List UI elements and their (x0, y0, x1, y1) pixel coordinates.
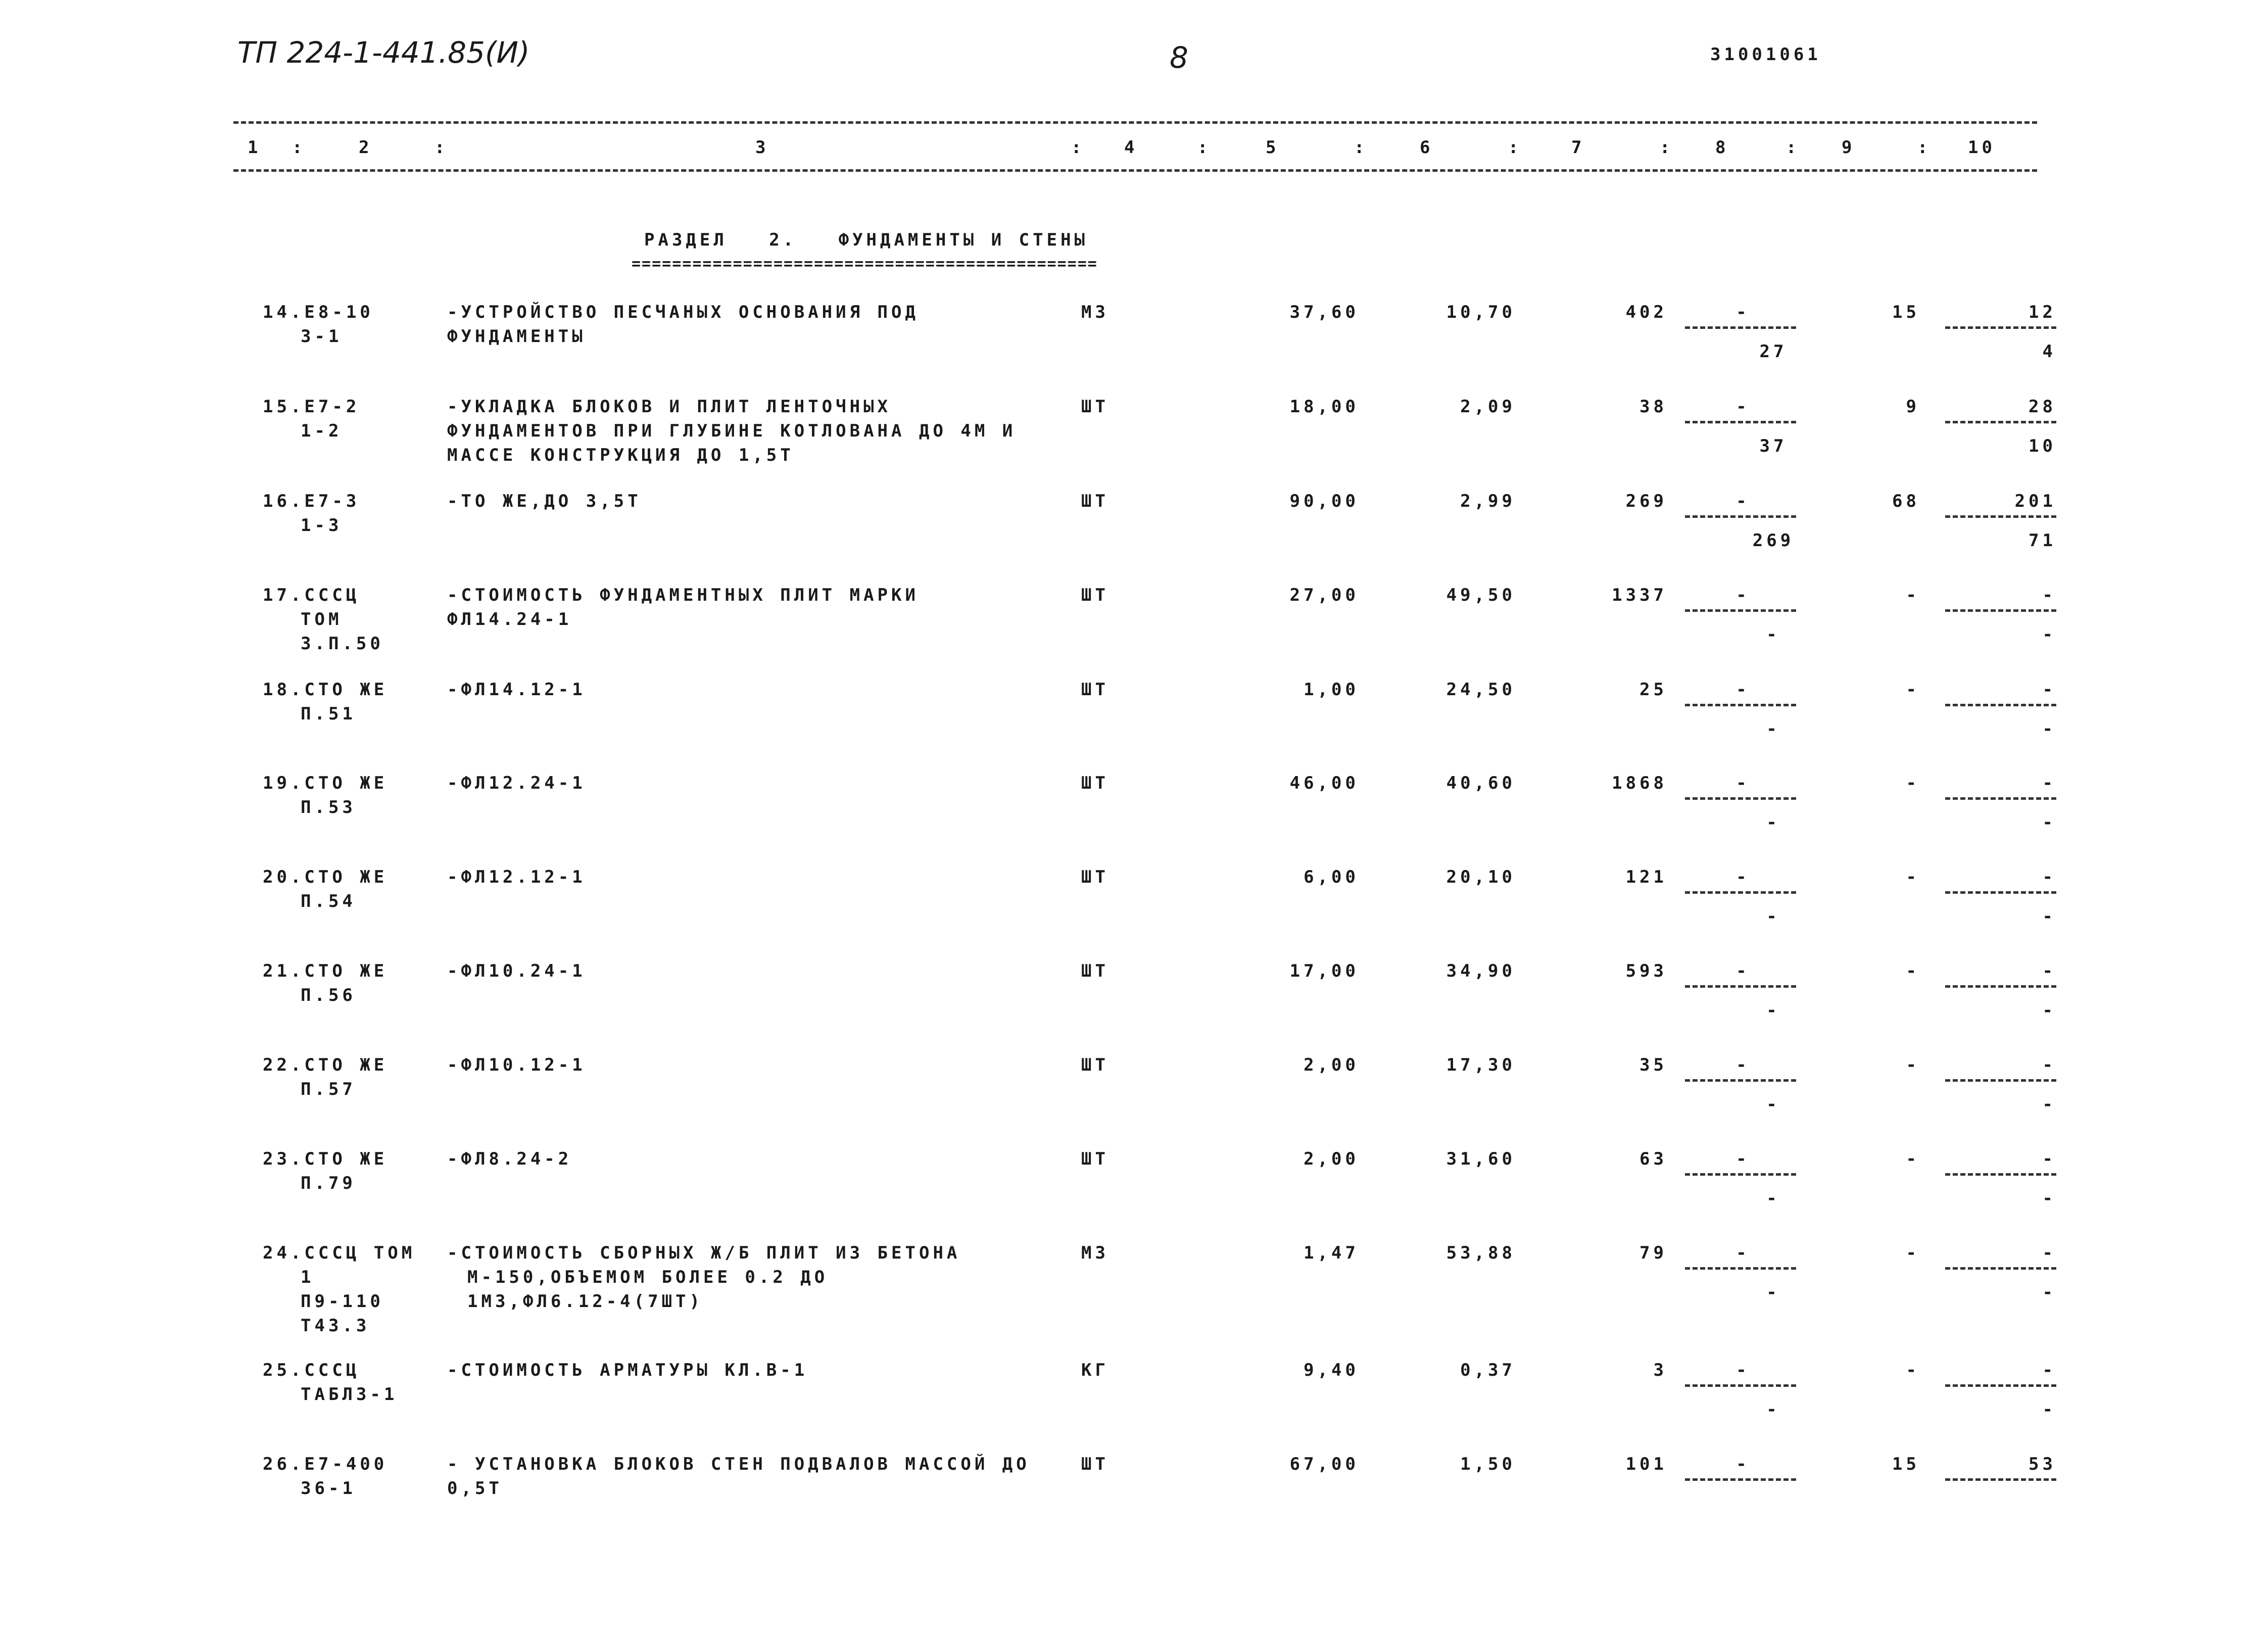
column-header: 2 (359, 137, 373, 158)
column-header: 5 (1266, 137, 1280, 158)
col10-divider (1945, 515, 2056, 518)
col10-bottom: 71 (2029, 530, 2056, 551)
row-total: 79 (1639, 1243, 1667, 1263)
row-code: 26.Е7-400 (263, 1454, 388, 1474)
row-total: 3 (1653, 1360, 1667, 1380)
col8-top: - (1736, 1055, 1750, 1075)
col8-divider (1685, 1079, 1796, 1082)
column-header: 3 (755, 137, 769, 158)
column-separator: : (1917, 137, 1932, 158)
col10-bottom: - (2042, 624, 2056, 645)
col10-divider (1945, 985, 2056, 988)
col10-divider (1945, 891, 2056, 894)
col8-top: - (1736, 491, 1750, 511)
row-unit-price: 2,09 (1460, 397, 1516, 417)
row-quantity: 2,00 (1304, 1055, 1359, 1075)
col8-divider (1685, 1384, 1796, 1387)
row-unit: ШТ (1081, 961, 1109, 981)
column-separator: : (435, 137, 449, 158)
row-description: ФУНДАМЕНТОВ ПРИ ГЛУБИНЕ КОТЛОВАНА ДО 4М И (447, 421, 1017, 441)
column-separator: : (1508, 137, 1522, 158)
row-quantity: 37,60 (1289, 302, 1359, 322)
row-unit-price: 2,99 (1460, 491, 1516, 511)
row-code: 24.СССЦ ТОМ (263, 1243, 416, 1263)
row-total: 593 (1625, 961, 1667, 981)
row-description: -ФЛ14.12-1 (447, 680, 586, 700)
row-description: 0,5Т (447, 1478, 503, 1499)
row-unit: ШТ (1081, 773, 1109, 793)
col9-value: - (1906, 961, 1920, 981)
row-description: -ФЛ8.24-2 (447, 1149, 572, 1169)
col10-divider (1945, 1173, 2056, 1176)
row-quantity: 90,00 (1289, 491, 1359, 511)
row-quantity: 67,00 (1289, 1454, 1359, 1474)
col10-top: - (2042, 773, 2056, 793)
row-code: П.57 (301, 1079, 356, 1099)
row-quantity: 6,00 (1304, 867, 1359, 887)
col9-value: - (1906, 585, 1920, 605)
col10-divider (1945, 1079, 2056, 1082)
column-separator: : (1197, 137, 1212, 158)
col10-top: 201 (2014, 491, 2056, 511)
col10-top: - (2042, 585, 2056, 605)
row-quantity: 2,00 (1304, 1149, 1359, 1169)
col10-divider (1945, 421, 2056, 423)
col8-bottom: - (1766, 624, 1780, 645)
col9-value: - (1906, 1243, 1920, 1263)
header-bottom-rule (233, 169, 2037, 172)
row-code: 1-2 (301, 421, 343, 441)
row-unit: ШТ (1081, 397, 1109, 417)
row-total: 1337 (1612, 585, 1667, 605)
row-unit-price: 24,50 (1446, 680, 1516, 700)
col10-bottom: - (2042, 1094, 2056, 1115)
col8-top: - (1736, 302, 1750, 322)
column-separator: : (1660, 137, 1674, 158)
col10-divider (1945, 1384, 2056, 1387)
col8-top: - (1736, 1360, 1750, 1380)
col9-value: - (1906, 1149, 1920, 1169)
section-underline: ============================================== (632, 255, 1098, 273)
col9-value: 9 (1906, 397, 1920, 417)
row-unit-price: 49,50 (1446, 585, 1516, 605)
col9-value: 15 (1892, 302, 1920, 322)
row-code: 17.СССЦ (263, 585, 360, 605)
column-header: 4 (1124, 137, 1138, 158)
row-code: 3.П.50 (301, 634, 384, 654)
col8-divider (1685, 1478, 1796, 1481)
row-code: 3-1 (301, 326, 343, 347)
col8-top: - (1736, 397, 1750, 417)
col8-divider (1685, 1267, 1796, 1270)
header-top-rule (233, 121, 2037, 124)
col10-top: 12 (2029, 302, 2056, 322)
col9-value: - (1906, 1360, 1920, 1380)
col10-top: - (2042, 867, 2056, 887)
row-quantity: 1,00 (1304, 680, 1359, 700)
row-total: 35 (1639, 1055, 1667, 1075)
col8-divider (1685, 515, 1796, 518)
col9-value: 15 (1892, 1454, 1920, 1474)
row-unit: ШТ (1081, 867, 1109, 887)
row-description: -ФЛ12.24-1 (447, 773, 586, 793)
row-unit: КГ (1081, 1360, 1109, 1380)
section-title: РАЗДЕЛ 2. ФУНДАМЕНТЫ И СТЕНЫ (644, 230, 1089, 250)
row-description: 1М3,ФЛ6.12-4(7ШТ) (467, 1291, 703, 1312)
row-description: -УКЛАДКА БЛОКОВ И ПЛИТ ЛЕНТОЧНЫХ (447, 397, 892, 417)
row-description: -СТОИМОСТЬ АРМАТУРЫ КЛ.В-1 (447, 1360, 808, 1380)
col8-top: - (1736, 1243, 1750, 1263)
col8-top: - (1736, 1149, 1750, 1169)
row-total: 101 (1625, 1454, 1667, 1474)
row-code: 20.СТО ЖЕ (263, 867, 388, 887)
col9-value: 68 (1892, 491, 1920, 511)
row-description: -УСТРОЙСТВО ПЕСЧАНЫХ ОСНОВАНИЯ ПОД (447, 302, 919, 322)
col10-top: - (2042, 1055, 2056, 1075)
col8-bottom: 269 (1752, 530, 1795, 551)
col9-value: - (1906, 1055, 1920, 1075)
row-code: ТАБЛ3-1 (301, 1384, 398, 1405)
col9-value: - (1906, 867, 1920, 887)
col10-bottom: - (2042, 812, 2056, 833)
row-code: П.51 (301, 704, 356, 724)
col8-bottom: - (1766, 1282, 1780, 1302)
col10-divider (1945, 704, 2056, 706)
row-unit-price: 17,30 (1446, 1055, 1516, 1075)
col10-top: - (2042, 1243, 2056, 1263)
column-header: 1 (248, 137, 262, 158)
row-unit: ШТ (1081, 1454, 1109, 1474)
row-description: -ФЛ10.12-1 (447, 1055, 586, 1075)
col10-top: - (2042, 1149, 2056, 1169)
row-code: 21.СТО ЖЕ (263, 961, 388, 981)
row-unit-price: 20,10 (1446, 867, 1516, 887)
col10-top: - (2042, 961, 2056, 981)
row-code: 23.СТО ЖЕ (263, 1149, 388, 1169)
col8-divider (1685, 985, 1796, 988)
col8-divider (1685, 704, 1796, 706)
row-code: П.54 (301, 891, 356, 911)
row-quantity: 17,00 (1289, 961, 1359, 981)
column-header: 6 (1420, 137, 1434, 158)
row-code: П.79 (301, 1173, 356, 1193)
row-total: 121 (1625, 867, 1667, 887)
row-code: 14.Е8-10 (263, 302, 374, 322)
row-code: 15.Е7-2 (263, 397, 360, 417)
row-code: 16.Е7-3 (263, 491, 360, 511)
row-description: ФЛ14.24-1 (447, 609, 572, 630)
row-unit: ШТ (1081, 491, 1109, 511)
col10-divider (1945, 1478, 2056, 1481)
row-total: 38 (1639, 397, 1667, 417)
col10-bottom: 4 (2042, 342, 2056, 362)
col8-divider (1685, 797, 1796, 800)
col10-bottom: - (2042, 1282, 2056, 1302)
row-unit: ШТ (1081, 680, 1109, 700)
col10-bottom: 10 (2029, 436, 2056, 456)
row-code: Т43.3 (301, 1316, 370, 1336)
col8-divider (1685, 326, 1796, 329)
row-code: 18.СТО ЖЕ (263, 680, 388, 700)
col8-divider (1685, 891, 1796, 894)
column-separator: : (1354, 137, 1368, 158)
col8-top: - (1736, 867, 1750, 887)
col10-top: 53 (2029, 1454, 2056, 1474)
row-quantity: 27,00 (1289, 585, 1359, 605)
col10-top: - (2042, 1360, 2056, 1380)
row-unit: М3 (1081, 302, 1109, 322)
row-description: МАССЕ КОНСТРУКЦИЯ ДО 1,5Т (447, 445, 794, 465)
document-code: ТП 224-1-441.85(И) (237, 35, 530, 70)
col8-top: - (1736, 680, 1750, 700)
row-total: 402 (1625, 302, 1667, 322)
col8-bottom: - (1766, 812, 1780, 833)
col8-top: - (1736, 585, 1750, 605)
col8-top: - (1736, 773, 1750, 793)
row-total: 1868 (1612, 773, 1667, 793)
col8-bottom: 37 (1759, 436, 1788, 456)
row-description: -ТО ЖЕ,ДО 3,5Т (447, 491, 642, 511)
col9-value: - (1906, 773, 1920, 793)
row-code: 25.СССЦ (263, 1360, 360, 1380)
row-code: 36-1 (301, 1478, 356, 1499)
col10-bottom: - (2042, 1399, 2056, 1420)
row-quantity: 46,00 (1289, 773, 1359, 793)
column-header: 7 (1571, 137, 1585, 158)
row-description: ФУНДАМЕНТЫ (447, 326, 586, 347)
row-description: М-150,ОБЪЕМОМ БОЛЕЕ 0.2 ДО (467, 1267, 829, 1287)
col8-bottom: - (1766, 1000, 1780, 1021)
col8-top: - (1736, 1454, 1750, 1474)
col10-divider (1945, 797, 2056, 800)
row-unit-price: 53,88 (1446, 1243, 1516, 1263)
row-description: -ФЛ10.24-1 (447, 961, 586, 981)
row-code: 1-3 (301, 515, 343, 536)
col10-divider (1945, 609, 2056, 612)
col8-bottom: - (1766, 719, 1780, 739)
column-header: 8 (1715, 137, 1729, 158)
row-unit: ШТ (1081, 1055, 1109, 1075)
row-total: 63 (1639, 1149, 1667, 1169)
row-description: -СТОИМОСТЬ СБОРНЫХ Ж/Б ПЛИТ ИЗ БЕТОНА (447, 1243, 961, 1263)
col10-top: - (2042, 680, 2056, 700)
column-header: 9 (1842, 137, 1856, 158)
row-description: - УСТАНОВКА БЛОКОВ СТЕН ПОДВАЛОВ МАССОЙ ДО (447, 1454, 1030, 1474)
row-code: 19.СТО ЖЕ (263, 773, 388, 793)
row-unit-price: 10,70 (1446, 302, 1516, 322)
row-total: 25 (1639, 680, 1667, 700)
row-unit: М3 (1081, 1243, 1109, 1263)
col10-bottom: - (2042, 719, 2056, 739)
row-code: П.56 (301, 985, 356, 1005)
column-separator: : (1786, 137, 1800, 158)
row-unit-price: 0,37 (1460, 1360, 1516, 1380)
row-code: 1 (301, 1267, 315, 1287)
row-code: П.53 (301, 797, 356, 817)
row-quantity: 9,40 (1304, 1360, 1359, 1380)
col8-bottom: 27 (1759, 342, 1788, 362)
row-code: П9-110 (301, 1291, 384, 1312)
col8-divider (1685, 1173, 1796, 1176)
col8-top: - (1736, 961, 1750, 981)
col8-bottom: - (1766, 906, 1780, 927)
column-separator: : (1071, 137, 1085, 158)
column-header: 10 (1968, 137, 1996, 158)
col10-top: 28 (2029, 397, 2056, 417)
row-unit-price: 34,90 (1446, 961, 1516, 981)
col8-divider (1685, 421, 1796, 423)
row-description: -ФЛ12.12-1 (447, 867, 586, 887)
row-unit: ШТ (1081, 585, 1109, 605)
col8-bottom: - (1766, 1399, 1780, 1420)
row-code: 22.СТО ЖЕ (263, 1055, 388, 1075)
col9-value: - (1906, 680, 1920, 700)
column-separator: : (292, 137, 306, 158)
col10-bottom: - (2042, 1188, 2056, 1209)
col8-bottom: - (1766, 1094, 1780, 1115)
row-total: 269 (1625, 491, 1667, 511)
col8-bottom: - (1766, 1188, 1780, 1209)
col10-bottom: - (2042, 906, 2056, 927)
row-code: ТОМ (301, 609, 343, 630)
document-number: 31001061 (1710, 44, 1821, 65)
col10-bottom: - (2042, 1000, 2056, 1021)
col10-divider (1945, 1267, 2056, 1270)
page-number: 8 (1170, 40, 1188, 75)
row-unit-price: 1,50 (1460, 1454, 1516, 1474)
col10-divider (1945, 326, 2056, 329)
row-unit-price: 40,60 (1446, 773, 1516, 793)
row-unit-price: 31,60 (1446, 1149, 1516, 1169)
row-unit: ШТ (1081, 1149, 1109, 1169)
row-quantity: 18,00 (1289, 397, 1359, 417)
row-quantity: 1,47 (1304, 1243, 1359, 1263)
row-description: -СТОИМОСТЬ ФУНДАМЕНТНЫХ ПЛИТ МАРКИ (447, 585, 919, 605)
col8-divider (1685, 609, 1796, 612)
